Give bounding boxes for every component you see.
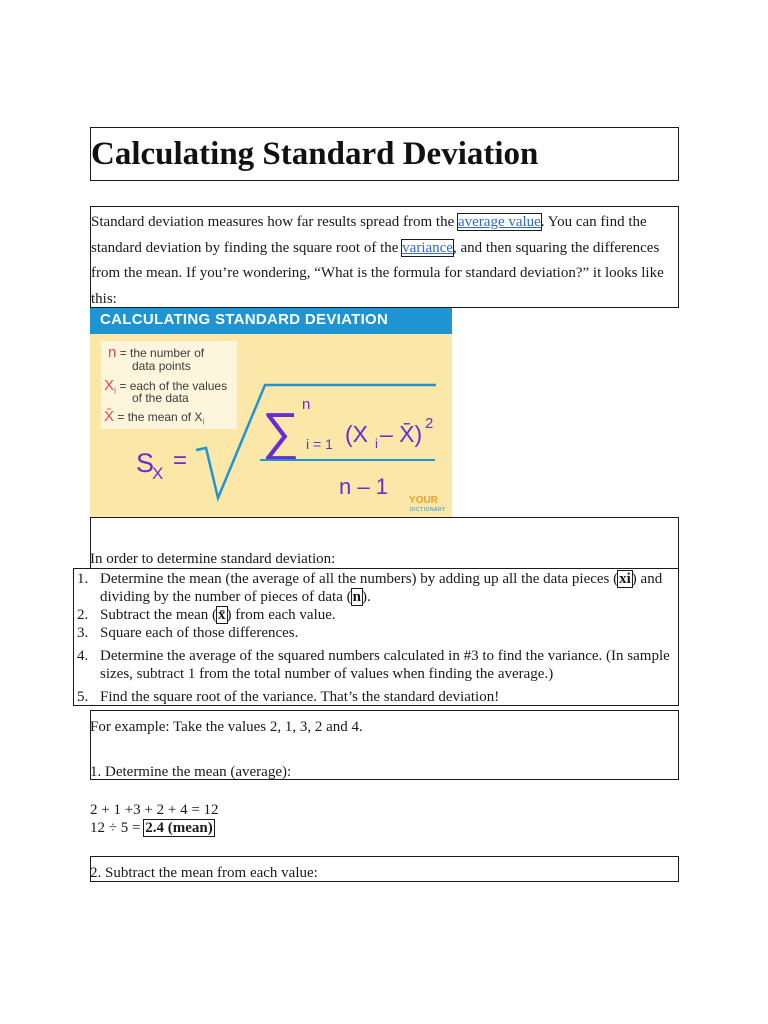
brand-logo-top: YOUR [409,495,438,506]
page-title: Calculating Standard Deviation [91,136,539,172]
formula-numerator-sub: i [375,436,378,451]
step-text: Determine the mean (the average of all the numbers) by adding up all the data pieces ( [100,571,619,587]
legend-n-line2: data points [132,359,191,373]
formula-denominator: n – 1 [339,474,388,499]
intro-text-3: , and then squaring the differences from the mean. If you’re wondering, “What is the formula for standard deviation?” it looks like this: [91,239,664,307]
formula-numerator-rest: – X̄) [380,421,423,447]
legend-xi-symbol: X [104,377,115,394]
step-text: Square each of those differences. [100,625,299,641]
intro-text-2: . You can find the standard deviation by finding the square root of the [91,214,647,256]
step-number: 5. [77,689,89,705]
legend-n-symbol: n [108,344,117,361]
sigma-lower: i = 1 [306,436,333,452]
mean-result: 2.4 (mean) [145,820,213,836]
step-text: ) and dividing by the number of pieces of data ( [100,571,663,605]
mean-calculation [90,819,214,837]
formula-power: 2 [425,415,434,432]
formula-lhs: S [136,448,155,478]
step-text: Subtract the mean ( [100,607,218,623]
legend-xbar-text: = the mean of X [117,410,203,424]
example-step-2: 2. Subtract the mean from each value: [90,865,318,881]
legend-xi-text: = each of the values [119,379,228,393]
intro-text-1: Standard deviation measures how far results spread from the [91,214,458,230]
intro-paragraph [91,210,676,312]
legend-xi-line2: of the data [132,391,189,405]
formula-figure [90,308,452,517]
legend-xbar-symbol: X̄ [104,408,115,425]
list-item [73,647,677,683]
legend-xbar-sub: i [202,416,205,427]
steps-list [73,570,677,706]
title-box [90,127,679,181]
steps-intro: In order to determine standard deviation: [90,551,336,567]
sum-calculation: 2 + 1 +3 + 2 + 4 = 12 [90,802,219,818]
legend-xi-sub: i [114,385,117,396]
mean-calc-text: 12 ÷ 5 = [90,820,145,836]
step-number: 1. [77,571,89,587]
formula-graphic [90,308,452,517]
brand-logo-bottom: DICTIONARY [410,507,446,513]
list-item [73,570,677,606]
example-step-1: 1. Determine the mean (average): [90,764,292,780]
n-term: n [352,589,361,605]
example-intro: For example: Take the values 2, 1, 3, 2 and 4. [90,719,363,735]
variance-link[interactable]: variance [402,239,453,256]
step-number: 4. [77,648,89,664]
list-item [73,688,677,706]
xi-term: xi [619,571,631,587]
xbar-term: x̄ [218,607,226,623]
average-value-link[interactable]: average value [457,214,541,230]
step-number: 3. [77,625,89,641]
formula-lhs-sub: X [152,464,164,483]
formula-equals: = [173,447,188,474]
step-text: Determine the average of the squared numbers calculated in #3 to find the variance. (In sample sizes, subtract 1 from the total number of values when finding the average.) [100,648,670,682]
intro-box [90,206,679,308]
step-text: ). [361,589,371,605]
step-text: Find the square root of the variance. That’s the standard deviation! [100,689,500,705]
formula-numerator: (X [345,421,368,447]
step-text: ) from each value. [226,607,336,623]
sigma-symbol: ∑ [262,403,300,461]
list-item [73,606,677,624]
sigma-upper: n [302,396,311,413]
step-number: 2. [77,607,89,623]
legend-n-text: = the number of [119,346,205,360]
figure-header-text: CALCULATING STANDARD DEVIATION [100,311,389,328]
list-item [73,624,677,642]
